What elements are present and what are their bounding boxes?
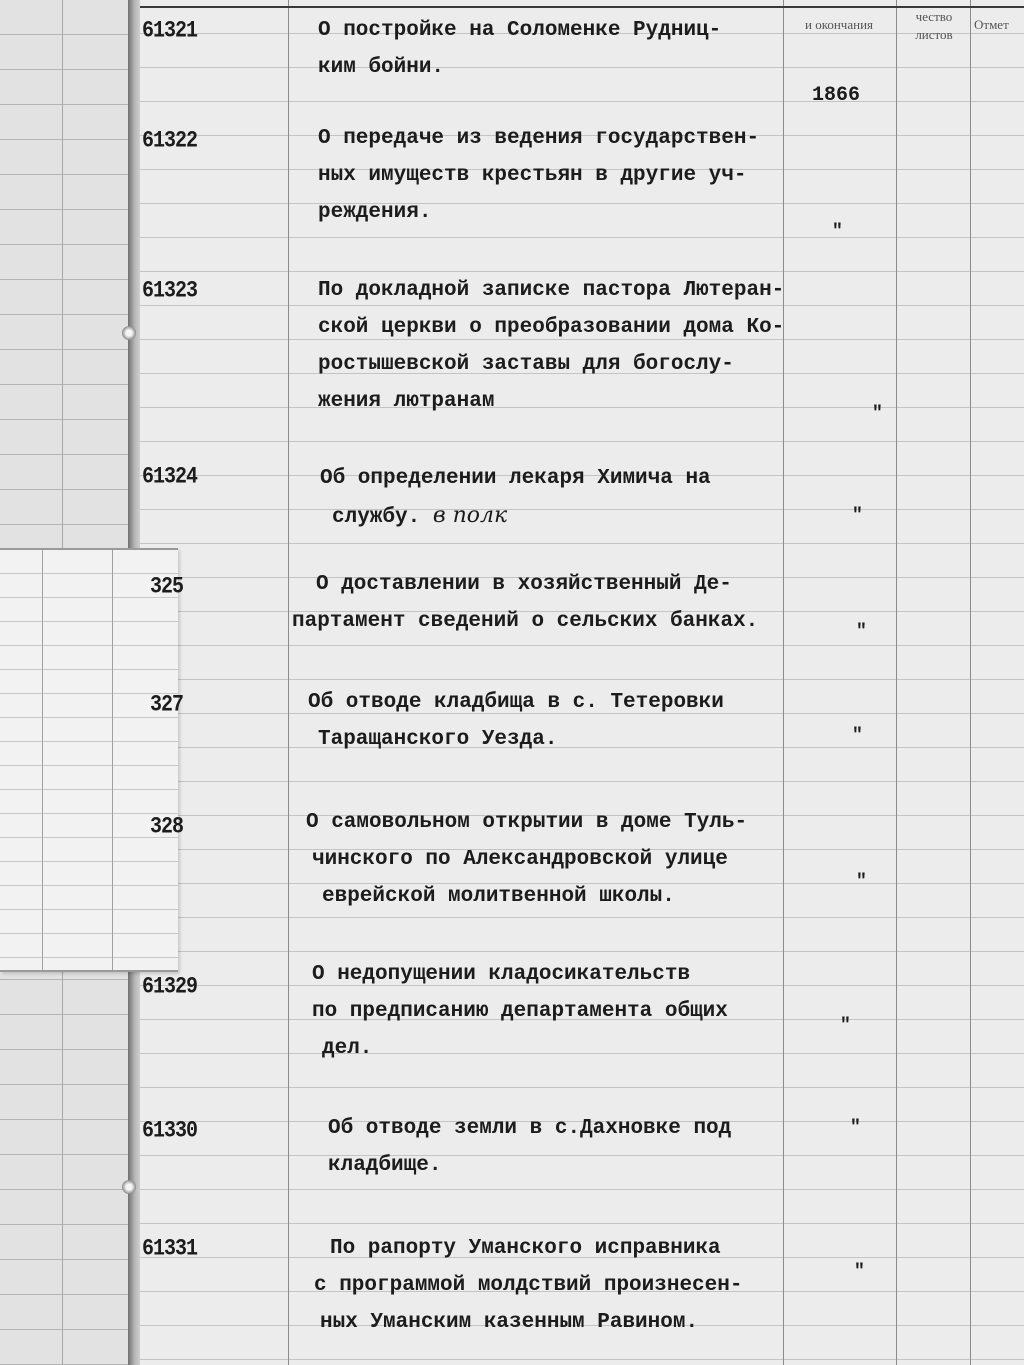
header-count-line1: чество [915,9,953,24]
entry-number: 61322 [142,128,198,155]
entry-number: 325 [150,574,184,601]
entry-line: О недопущении кладосикательств [312,963,691,986]
entry-line: О постройке на Соломенке Рудниц- [318,19,722,42]
entry-line: Об отводе земли в с.Дахновке под [328,1117,732,1140]
header-dates-label: и окончания [804,17,874,32]
header-notes-label: Отмет [974,17,1009,32]
entry-number: 61329 [142,974,198,1001]
entry-line: О передаче из ведения государствен- [318,127,760,150]
entry-description [318,12,721,86]
entry-description [312,956,728,1067]
entry-description [292,566,759,640]
entry-line-text: службу. [332,506,421,529]
ditto-mark: " [872,404,883,424]
handwritten-annotation: в полк [432,503,508,528]
entry-line: ных имуществ крестьян в другие уч- [318,164,747,187]
entry-line: ской церкви о преобразовании дома Ко- [318,316,785,339]
entry-line: Об определении лекаря Химича на [320,467,711,490]
entry-description [320,460,711,536]
entry-line: ким бойни. [318,56,445,79]
entry-number: 61324 [142,464,198,491]
entry-line: чинского по Александровской улице [312,848,728,871]
entry-line: жения лютранам [318,390,495,413]
entry-line: Об отводе кладбища в с. Тетеровки [308,691,724,714]
entry-line [320,497,711,536]
entry-line: О доставлении в хозяйственный Де- [316,573,732,596]
entry-line: ных Уманским казенным Равином. [320,1311,699,1334]
header-count [900,8,968,44]
ditto-mark: " [850,1118,861,1138]
entry-line: кладбище. [328,1154,442,1177]
entry-line: с программой молдствий произнесен- [314,1274,743,1297]
header-rule [140,6,1024,8]
header-count-line2: листов [915,27,953,42]
entry-description [308,684,724,758]
year: 1866 [812,84,861,107]
column-divider [896,0,897,1365]
entry-number: 61323 [142,278,198,305]
binding-ring [122,326,136,340]
inserted-slip [0,548,178,972]
entry-number: 61321 [142,18,198,45]
ditto-mark: " [854,1262,865,1282]
entry-line: По докладной записке пастора Лютеран- [318,279,785,302]
entry-line: Таращанского Уезда. [318,728,558,751]
ditto-mark: " [832,222,843,242]
entry-number: 327 [150,692,184,719]
ditto-mark: " [840,1016,851,1036]
column-divider [783,0,784,1365]
entry-line: дел. [322,1037,373,1060]
entry-line: О самовольном открытии в доме Туль- [306,811,748,834]
binding-ring [122,1180,136,1194]
header-dates [784,16,894,34]
entry-number: 328 [150,814,184,841]
entry-line: ростышевской заставы для богослу- [318,353,734,376]
entry-line: по предписанию департамента общих [312,1000,728,1023]
entry-line: еврейской молитвенной школы. [322,885,675,908]
entry-line: По рапорту Уманского исправника [330,1237,721,1260]
entry-description [314,1230,743,1341]
entry-description [318,272,784,420]
entry-description [306,804,747,915]
column-divider [970,0,971,1365]
entry-description [328,1110,731,1184]
header-notes [974,16,1024,34]
ditto-mark: " [856,622,867,642]
entry-number: 61331 [142,1236,198,1263]
column-divider [288,0,289,1365]
ditto-mark: " [852,506,863,526]
entry-line: реждения. [318,201,432,224]
entry-line: партамент сведений о сельских банках. [292,610,759,633]
ditto-mark: " [856,872,867,892]
ditto-mark: " [852,726,863,746]
entry-description [318,120,759,231]
entry-number: 61330 [142,1118,198,1145]
